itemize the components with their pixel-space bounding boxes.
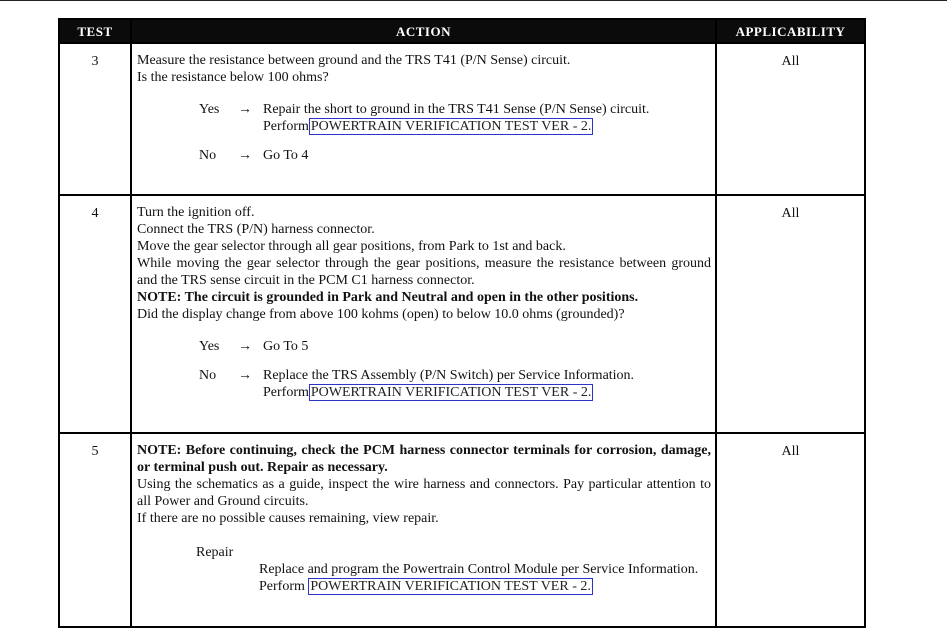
table-row bbox=[59, 195, 865, 433]
action-cell bbox=[131, 195, 716, 433]
header-action: ACTION bbox=[131, 19, 716, 43]
applicability-value: All bbox=[716, 43, 865, 195]
no-label: No bbox=[199, 148, 217, 163]
arrow-icon: → bbox=[238, 102, 252, 117]
yes-response bbox=[137, 338, 711, 355]
no-response bbox=[137, 147, 711, 164]
yes-text: Go To 5 bbox=[263, 339, 309, 354]
action-line: Connect the TRS (P/N) harness connector. bbox=[137, 222, 375, 237]
action-cell bbox=[131, 433, 716, 627]
test-number: 4 bbox=[59, 195, 131, 433]
no-text: Go To 4 bbox=[263, 148, 309, 163]
yes-label: Yes bbox=[199, 102, 220, 117]
table-row bbox=[59, 43, 865, 195]
action-line: Turn the ignition off. bbox=[137, 205, 255, 220]
action-line: If there are no possible causes remaining, view repair. bbox=[137, 511, 439, 526]
no-text: Replace the TRS Assembly (P/N Switch) per Service Information. bbox=[263, 368, 635, 383]
arrow-icon: → bbox=[238, 368, 252, 383]
action-question: Did the display change from above 100 kohms (open) to below 10.0 ohms (grounded)? bbox=[137, 307, 625, 322]
action-line: Measure the resistance between ground and the TRS T41 (P/N Sense) circuit. bbox=[137, 53, 571, 68]
table-row bbox=[59, 433, 865, 627]
arrow-icon: → bbox=[238, 339, 252, 354]
action-line: Using the schematics as a guide, inspect the wire harness and connectors. Pay particular attention to all Power and Ground circuits. bbox=[137, 477, 711, 509]
action-cell bbox=[131, 43, 716, 195]
action-line: While moving the gear selector through the gear positions, measure the resistance between ground and the TRS sense circuit in the PCM C1 harness connector. bbox=[137, 256, 711, 288]
table-header-row bbox=[59, 19, 865, 43]
applicability-value: All bbox=[716, 433, 865, 627]
header-applicability: APPLICABILITY bbox=[716, 19, 865, 43]
action-question: Is the resistance below 100 ohms? bbox=[137, 70, 329, 85]
test-number: 3 bbox=[59, 43, 131, 195]
action-line: Move the gear selector through all gear positions, from Park to 1st and back. bbox=[137, 239, 566, 254]
no-label: No bbox=[199, 368, 217, 383]
yes-response bbox=[137, 101, 711, 135]
repair-text: Replace and program the Powertrain Control Module per Service Information. bbox=[259, 562, 699, 577]
perform-label: Perform bbox=[263, 385, 309, 400]
note-text: NOTE: The circuit is grounded in Park and Neutral and open in the other positions. bbox=[137, 290, 639, 305]
verification-test-link[interactable]: POWERTRAIN VERIFICATION TEST VER - 2. bbox=[310, 385, 592, 400]
note-text: NOTE: Before continuing, check the PCM harness connector terminals for corrosion, damage, or terminal push out. Repair as necessary. bbox=[137, 443, 711, 475]
top-rule bbox=[0, 0, 947, 1]
verification-test-link[interactable]: POWERTRAIN VERIFICATION TEST VER - 2. bbox=[310, 579, 591, 594]
yes-label: Yes bbox=[199, 339, 220, 354]
yes-text: Repair the short to ground in the TRS T41 Sense (P/N Sense) circuit. bbox=[263, 102, 650, 117]
perform-label: Perform bbox=[259, 579, 305, 594]
repair-label: Repair bbox=[196, 545, 234, 560]
verification-test-link[interactable]: POWERTRAIN VERIFICATION TEST VER - 2. bbox=[310, 119, 592, 134]
arrow-icon: → bbox=[238, 148, 252, 163]
applicability-value: All bbox=[716, 195, 865, 433]
test-number: 5 bbox=[59, 433, 131, 627]
diagnostic-table bbox=[58, 18, 866, 628]
perform-label: Perform bbox=[263, 119, 309, 134]
header-test: TEST bbox=[59, 19, 131, 43]
no-response bbox=[137, 367, 711, 401]
